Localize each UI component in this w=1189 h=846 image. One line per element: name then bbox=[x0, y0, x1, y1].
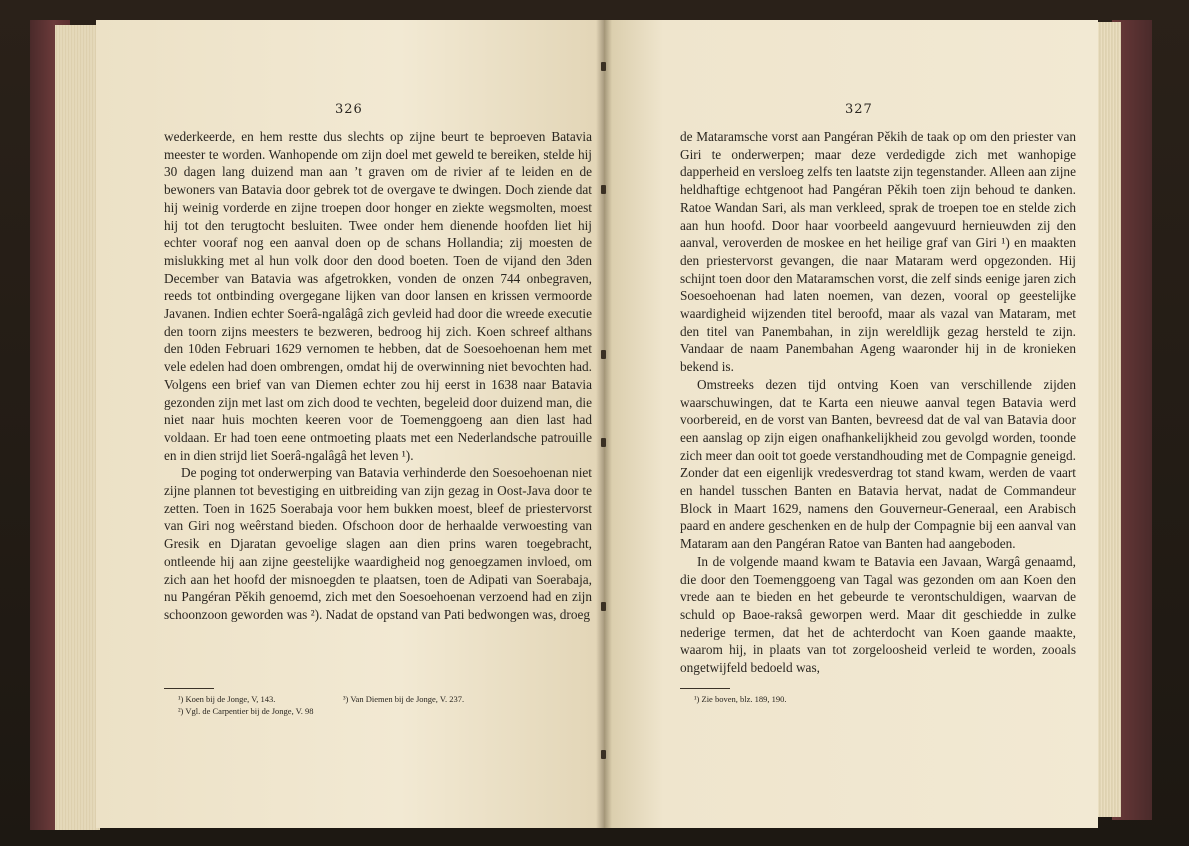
footnote: ²) Vgl. de Carpentier bij de Jonge, V. 98 bbox=[178, 706, 314, 716]
body-text bbox=[164, 128, 592, 624]
binding-stitch bbox=[601, 602, 606, 611]
gutter-shadow bbox=[596, 20, 612, 828]
paragraph: De poging tot onderwerping van Batavia verhinderde den Soesoehoenan niet zijne plannen tot bevestiging en uitbreiding van zijn gezag in Oost-Java door te zetten. Toen in 1625 Soerabaja voor hem bukken moest, bleef de priestervorst van Giri nog weêrstand bieden. Ofschoon door de herhaalde verwoesting van Gresik en Djaratan gevoelige slagen aan dien prins waren toegebracht, ontleende hij aan zijne geestelijke waardigheid nog genoegzamen invloed, om zich aan het hoofd der misnoegden te plaatsen, toen de Adipati van Soerabaja, nu Pangéran Pěkih genoemd, zich met den Soesoehoenan verzoend had en zijn schoonzoon geworden was ²). Nadat de opstand van Pati bedwongen was, droeg bbox=[164, 465, 592, 622]
paragraph: wederkeerde, en hem restte dus slechts op zijne beurt te beproeven Batavia meester te worden. Wanhopende om zijn doel met geweld te bereiken, stelde hij 30 dagen lang duizend man aan ’t graven om de rivier af te leiden en de bewoners van Batavia door gebrek tot de overgave te dwingen. Doch ziende dat hij weinig vorderde en zijne troepen door honger en ziekte wegsmolten, moest hij tot den terugtocht besluiten. Twee onder hem dienende hoofden liet hij echter vooraf nog een aanval doen op de schans Hollandia; zij moesten de mislukking met al hun volk door den dood boeten. Toen de vijand den 3den December van Batavia was afgetrokken, vonden de onzen 744 onbegraven, reeds tot ontbinding overgegane lijken van door lansen en krissen vermoorde Javanen. Indien echter Soerâ-ngalâgâ zich gevleid had door die wreede executie den toorn zijns meesters te bezweren, bedroog hij zich. Koen schreef althans den 10den Februari 1629 vernomen te hebben, dat de Soesoehoenan hem met vele edelen had doen ombrengen, omdat hij de overwinning niet bevochten had. Volgens een brief van van Diemen echter zou hij eerst in 1638 naar Batavia gezonden zijn met last om zich dood te vechten, begeleid door duizend man, die niet naar huis mochten keeren voor de Toemenggoeng aan dien last had voldaan. Er had toen eene ontmoeting plaats met een Nederlandsche patrouille en in dien strijd liet Soerâ-ngalâgâ het leven ¹). bbox=[164, 129, 592, 463]
binding-stitch bbox=[601, 185, 606, 194]
page-number: 326 bbox=[335, 102, 363, 117]
binding-stitch bbox=[601, 438, 606, 447]
footnotes bbox=[694, 694, 1074, 705]
binding-stitch bbox=[601, 350, 606, 359]
footnote: ¹) Zie boven, blz. 189, 190. bbox=[694, 694, 787, 704]
footnote: ³) Van Diemen bij de Jonge, V. 237. bbox=[343, 694, 465, 704]
paragraph: de Mataramsche vorst aan Pangéran Pěkih de taak op om den priester van Giri te onderwerpen; maar deze verdedigde zich met wanhopige dapperheid en versloeg zelfs ten laatste zijn tegenstander. Alleen aan zijne heldhaftige echtgenoot had Pangéran Pěkih toen zijn behoud te danken. Ratoe Wandan Sari, als man verkleed, sprak de troepen toe en stelde zich aan hun hoofd. Door haar voorbeeld aangevuurd hernieuwden zij den aanval, veroverden de moskee en het heilige graf van Giri ¹) en maakten den priestervorst gevangen, die naar Mataram werd opgezonden. Hij schijnt toen door den Mataramschen vorst, die zelf sinds eenige jaren zich Soesoehoenan had laten noemen, van dezen, vooral op geestelijke waardigheid wijzenden titel beroofd, maar als vazal van Mataram, met den titel van Panembahan, in zijn wereldlijk gezag hersteld te zijn. Vandaar de naam Panembahan Ageng waaronder hij in de kronieken bekend is. bbox=[680, 129, 1076, 375]
footnote-rule bbox=[164, 688, 214, 689]
binding-stitch bbox=[601, 62, 606, 71]
footnote: ¹) Koen bij de Jonge, V, 143. bbox=[178, 694, 276, 704]
page-number: 327 bbox=[845, 102, 873, 117]
binding-stitch bbox=[601, 750, 606, 759]
body-text bbox=[680, 128, 1076, 677]
footnote-rule bbox=[680, 688, 730, 689]
paragraph: In de volgende maand kwam te Batavia een Javaan, Wargâ genaamd, die door den Toemenggoeng van Tagal was gezonden om aan Koen den vrede aan te bieden en het gebeurde te verontschuldigen, waarvan de schuld op Baoe-raksâ geworpen werd. Maar dit geschiedde in zulke nederige termen, dat het de achterdocht van Koen gaande maakte, waarom hij, in plaats van tot zorgeloosheid verleid te worden, zooals ongetwijfeld bedoeld was, bbox=[680, 553, 1076, 676]
right-page-edges bbox=[1095, 22, 1121, 817]
paragraph: Omstreeks dezen tijd ontving Koen van verschillende zijden waarschuwingen, dat te Karta een nieuwe aanval tegen Batavia werd voorbereid, en de vorst van Banten, bevreesd dat de val van Batavia door een aanslag op zijn eigen onafhankelijkheid zou gevolgd worden, toonde zich meer dan ooit tot goede verstandhouding met de Compagnie geneigd. Zonder dat een eigenlijk vredesverdrag tot stand kwam, werden de vaart en handel tusschen Banten en Batavia hervat, nadat de Commandeur Block in Maart 1629, namens den Gouverneur-Generaal, een Arabisch paard en andere geschenken en de hulp der Compagnie bij een aanval van Mataram aan den Pangéran Ratoe van Banten had aangeboden. bbox=[680, 376, 1076, 552]
left-page bbox=[96, 20, 604, 828]
right-page bbox=[604, 20, 1098, 828]
left-page-edges bbox=[55, 25, 100, 830]
